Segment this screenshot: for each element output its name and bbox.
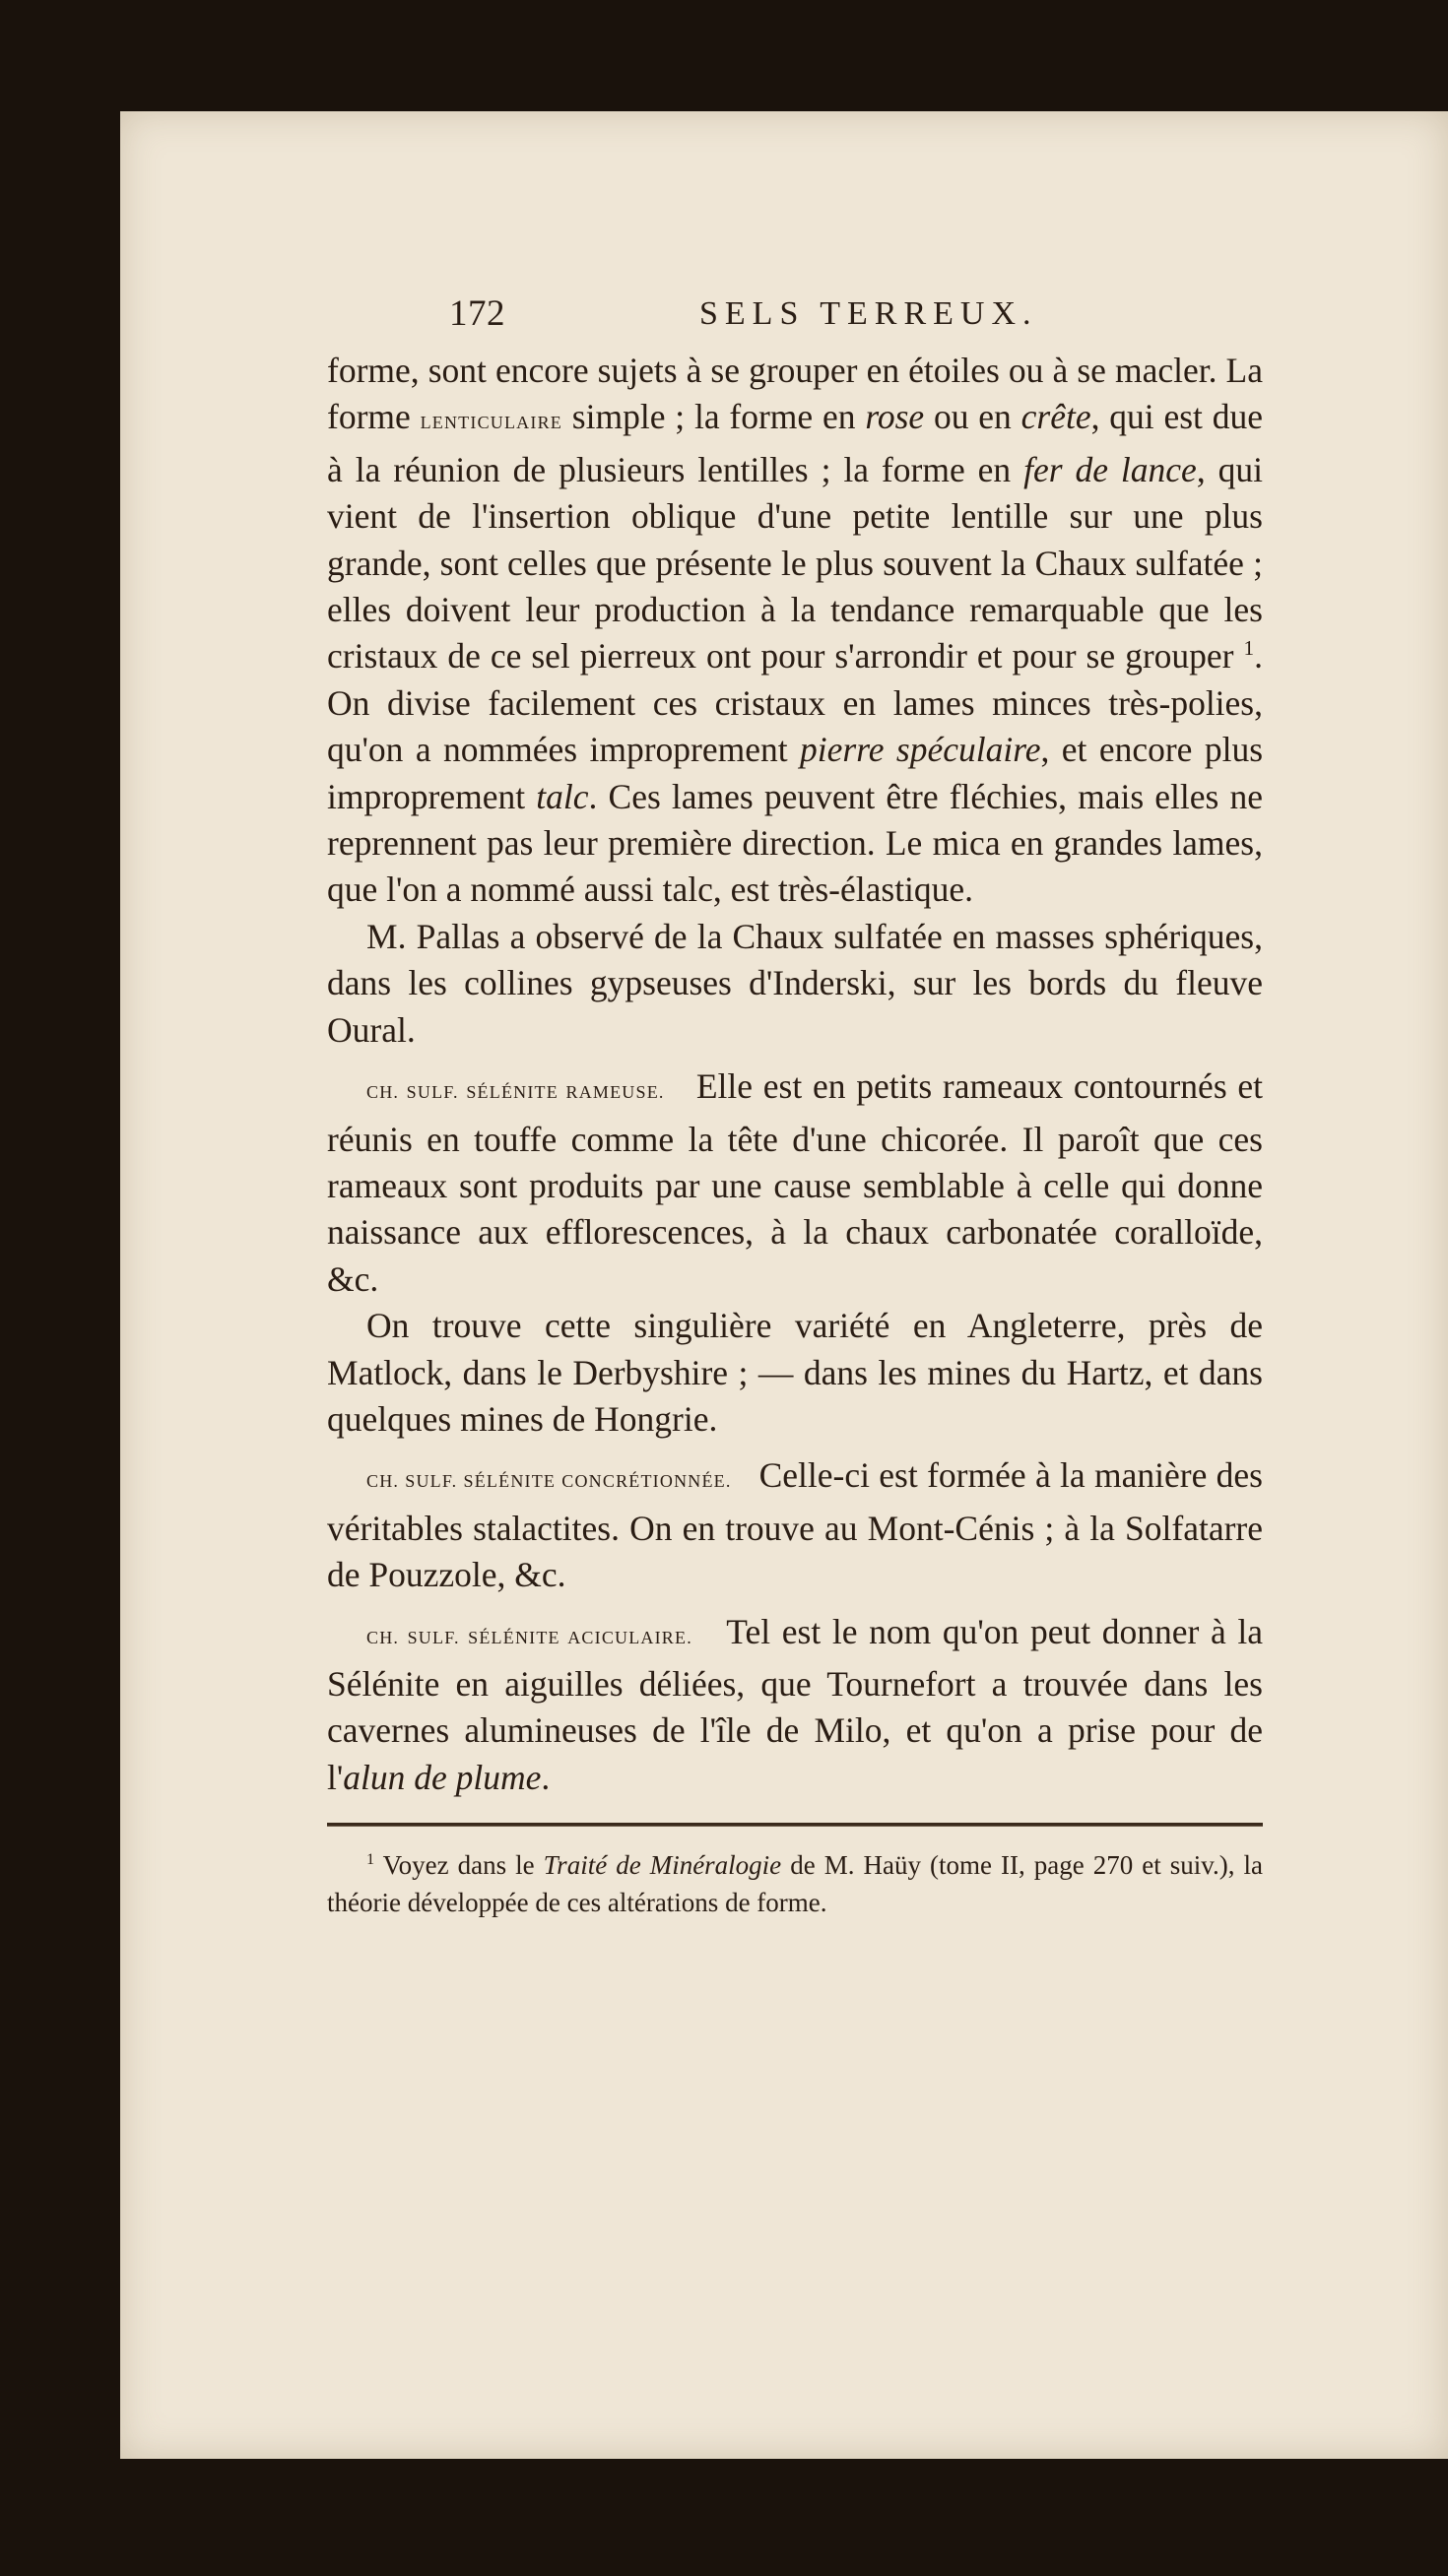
footnote-reference: 1 xyxy=(1243,636,1255,661)
page-text xyxy=(327,290,1263,1921)
footnote: $^1$ Voyez dans le Traité de Minéralogie de M. Haüy (tome II, page 270 et suiv.), la théorie développée de ces altérations de forme. xyxy=(327,1850,1263,1918)
paragraph-selenite-concretionnee: CH. SULF. SÉLÉNITE CONCRÉTIONNÉE. Celle-ci est formée à la manière des véritables stalactites. On en trouve au Mont-Cénis ; à la Solfatarre de Pouzzole, &c. xyxy=(327,1455,1263,1595)
footnote-marker: 1 xyxy=(366,1850,375,1869)
page-body xyxy=(327,348,1263,1921)
variety-label: CH. SULF. SÉLÉNITE CONCRÉTIONNÉE. xyxy=(366,1471,732,1492)
footnote-divider xyxy=(327,1823,1263,1827)
running-title: SELS TERREUX. xyxy=(699,295,1038,332)
paragraph-selenite-aciculaire: CH. SULF. SÉLÉNITE ACICULAIRE. Tel est le nom qu'on peut donner à la Sélénite en aiguilles déliées, que Tournefort a trouvée dans les cavernes alumineuses de l'île de Milo, et qu'on a prise pour de l'alun de plume. xyxy=(327,1611,1264,1797)
paragraph-pallas: M. Pallas a observé de la Chaux sulfatée en masses sphériques, dans les collines gypseuses d'Inderski, sur les bords du fleuve Oural. xyxy=(327,916,1263,1050)
page-number: 172 xyxy=(449,293,505,334)
paragraph-selenite-rameuse: CH. SULF. SÉLÉNITE RAMEUSE. Elle est en petits rameaux contournés et réunis en touffe comme la tête d'une chicorée. Il paroît que ces rameaux sont produits par une cause semblable à celle qui donne naissance aux efflorescences, à la chaux carbonatée coralloïde, &c. xyxy=(327,1066,1264,1299)
variety-label: CH. SULF. SÉLÉNITE ACICULAIRE. xyxy=(366,1627,692,1647)
variety-label: CH. SULF. SÉLÉNITE RAMEUSE. xyxy=(366,1082,665,1103)
page-header xyxy=(327,290,1263,348)
paragraph-localities: On trouve cette singulière variété en Angleterre, près de Matlock, dans le Derbyshire ; — dans les mines du Hartz, et dans quelques mines de Hongrie. xyxy=(327,1306,1263,1439)
paragraph-crystal-forms: forme, sont encore sujets à se grouper en étoiles ou à se macler. La forme LENTICULAIRE simple ; la forme en rose ou en crête, qui est due à la réunion de plusieurs lentilles ; la forme en fer de lance, qui vient de l'insertion oblique d'une petite lentille sur une plus grande, sont celles que présente le plus souvent la Chaux sulfatée ; elles doivent leur production à la tendance remarquable que les cristaux de ce sel pierreux ont pour s'arrondir et pour se grouper $^1$. On divise facilement ces cristaux en lames minces très-polies, qu'on a nommées improprement pierre spéculaire, et encore plus improprement talc. Ces lames peuvent être fléchies, mais elles ne reprennent pas leur première direction. Le mica en grandes lames, que l'on a nommé aussi talc, est très-élastique. xyxy=(327,351,1264,910)
